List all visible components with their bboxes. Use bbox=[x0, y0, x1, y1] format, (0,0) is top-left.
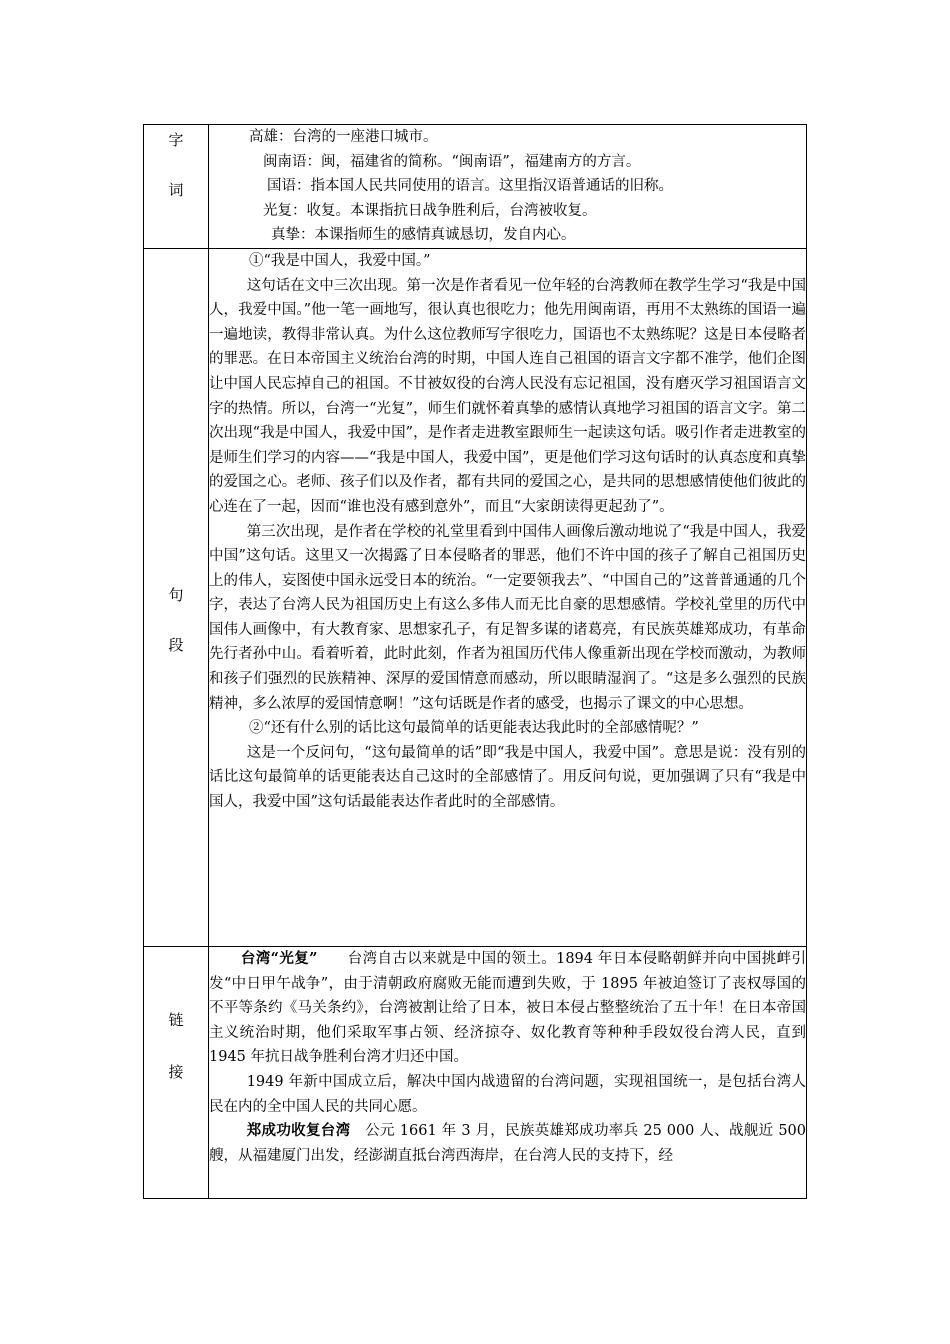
term-line: 高雄：台湾的一座港口城市。 bbox=[249, 129, 438, 145]
label-char: 词 bbox=[168, 181, 184, 199]
row-ju bbox=[144, 248, 807, 946]
label-cell-ju bbox=[144, 248, 209, 946]
content-cell-ju bbox=[209, 248, 807, 946]
term-line: 真挚：本课指师生的感情真诚恳切，发自内心。 bbox=[271, 227, 576, 244]
paragraph: 1949 年新中国成立后，解决中国内战遗留的台湾问题，实现祖国统一，是包括台湾人民在内的全中国人民的共同心愿。 bbox=[209, 1073, 806, 1115]
content-cell-ci bbox=[209, 125, 807, 249]
label-char: 接 bbox=[168, 1062, 184, 1081]
term-line: 光复：收复。本课指抗日战争胜利后，台湾被收复。 bbox=[263, 202, 597, 219]
lesson-table bbox=[143, 124, 807, 1199]
paragraph: 这是一个反问句，“这句最简单的话”即“我是中国人，我爱中国”。意思是说：没有别的话比这句最简单的话更能表达自己这时的全部感情了。用反问句说，更加强调了只有“我是中国人，我爱中国”这句话最能表达作者此时的全部感情。 bbox=[209, 744, 806, 811]
label-char: 字 bbox=[168, 131, 184, 149]
paragraph-text: 公元 1661 年 3 月，民族英雄郑成功率兵 25 000 人、战舰近 500 艘，从福建厦门出发，经澎湖直抵台湾西海岸，在台湾人民的支持下，经 bbox=[209, 1123, 807, 1164]
sentence-title: ①“我是中国人，我爱中国。” bbox=[249, 252, 431, 269]
paragraph bbox=[209, 947, 806, 1070]
sentence-title: ②“还有什么别的话比这句最简单的话更能表达我此时的全部感情呢？” bbox=[249, 720, 699, 737]
label-cell-ci bbox=[144, 125, 209, 249]
row-ci bbox=[144, 125, 807, 249]
paragraph: 这句话在文中三次出现。第一次是作者看见一位年轻的台湾教师在教学生学习“我是中国人，我爱中国。”他一笔一画地写，很认真也很吃力；他先用闽南语，再用不太熟练的国语一遍一遍地读，教得非常认真。为什么这位教师写字很吃力，国语也不太熟练呢？这是日本侵略者的罪恶。在日本帝国主义统治台湾的时期，中国人连自己祖国的语言文字都不准学，他们企图让中国人民忘掉自己的祖国。不甘被奴役的台湾人民没有忘记祖国，没有磨灭学习祖国语言文字的热情。所以，台湾一“光复”，师生们就怀着真挚的感情认真地学习祖国的语言文字。第二次出现“我是中国人，我爱中国”，是作者走进教室跟师生一起读这句话。吸引作者走进教室的是师生们学习的内容——“我是中国人，我爱中国”，更是他们学习这句话时的认真态度和真挚的爱国之心。老师、孩子们以及作者，都有共同的爱国之心，是共同的思想感情使他们彼此的心连在了一起，因而“谁也没有感到意外”，而且“大家朗读得更起劲了”。 bbox=[209, 277, 806, 515]
term-line: 闽南语：闽，福建省的简称。“闽南语”，福建南方的方言。 bbox=[263, 153, 641, 170]
term-line: 国语：指本国人民共同使用的语言。这里指汉语普通话的旧称。 bbox=[267, 178, 673, 195]
paragraph: 第三次出现，是作者在学校的礼堂里看到中国伟人画像后激动地说了“我是中国人，我爱中国”这句话。这里又一次揭露了日本侵略者的罪恶，他们不许中国的孩子了解自己祖国历史上的伟人，妄图使中国永远受日本的统治。“一定要领我去”、“中国自己的”这普普通通的几个字，表达了台湾人民为祖国历史上有这么多伟人而无比自豪的思想感情。学校礼堂里的历代中国伟人画像中，有大教育家、思想家孔子，有足智多谋的诸葛亮，有民族英雄郑成功，有革命先行者孙中山。看着听着，此时此刻，作者为祖国历代伟人像重新出现在学校而激动，为教师和孩子们强烈的民族精神、深厚的爱国情意而感动，所以眼睛湿润了。“这是多么强烈的民族精神，多么浓厚的爱国情意啊！”这句话既是作者的感受，也揭示了课文的中心思想。 bbox=[209, 523, 806, 712]
content-cell-lian bbox=[209, 946, 807, 1198]
section-heading: 台湾“光复” bbox=[240, 949, 318, 967]
row-lian bbox=[144, 946, 807, 1198]
label-char: 段 bbox=[168, 635, 184, 654]
paragraph-text: 台湾自古以来就是中国的领土。1894 年日本侵略朝鲜并向中国挑衅引发“中日甲午战争”，由于清朝政府腐败无能而遭到失败，于 1895 年被迫签订了丧权辱国的不平等条约《马关条约》，台湾被割让给了日本，被日本侵占整整统治了五十年！在日本帝国主义统治时期，他们采取军事占领、经济掠夺、奴化教育等种种手段奴役台湾人民，直到 1945 年抗日战争胜利台湾才归还中国。 bbox=[209, 950, 807, 1066]
section-heading: 郑成功收复台湾 bbox=[246, 1122, 351, 1140]
paragraph bbox=[209, 1119, 806, 1168]
label-char: 句 bbox=[168, 585, 184, 604]
label-char: 链 bbox=[168, 1010, 184, 1029]
label-cell-lian bbox=[144, 946, 209, 1198]
